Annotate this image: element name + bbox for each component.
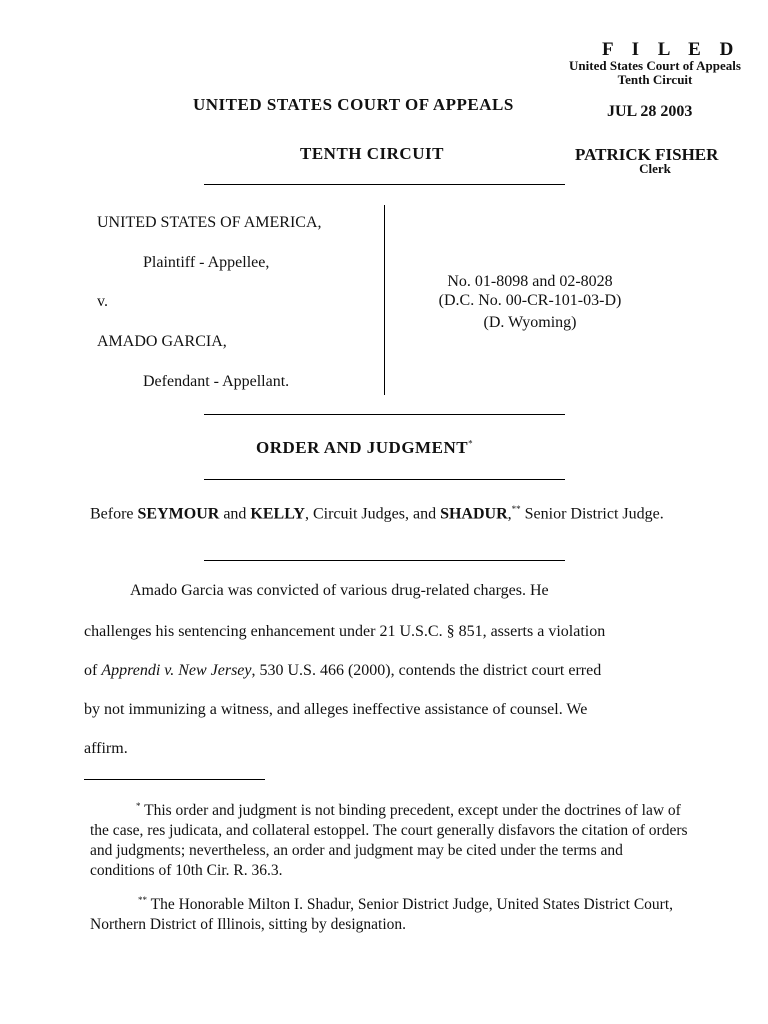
- court-name-heading: UNITED STATES COURT OF APPEALS: [193, 95, 514, 114]
- district-name: (D. Wyoming): [483, 314, 577, 331]
- filed-stamp-court: United States Court of Appeals: [569, 58, 741, 73]
- body-line-5: affirm.: [84, 740, 128, 757]
- filed-stamp-title: F I L E D: [602, 39, 741, 60]
- title-divider: [204, 479, 565, 480]
- defendant-name: AMADO GARCIA,: [97, 333, 227, 350]
- plaintiff-role: Plaintiff - Appellee,: [143, 254, 270, 271]
- clerk-name: PATRICK FISHER: [575, 145, 719, 164]
- case-citation: Apprendi v. New Jersey: [101, 662, 252, 679]
- clerk-title: Clerk: [639, 161, 671, 176]
- body-line-4: by not immunizing a witness, and alleges ineffective assistance of counsel. We: [84, 701, 588, 718]
- order-title: ORDER AND JUDGMENT*: [256, 438, 474, 457]
- body-line-3: of Apprendi v. New Jersey, 530 U.S. 466 (2000), contends the district court erred: [84, 662, 602, 679]
- circuit-name-heading: TENTH CIRCUIT: [300, 144, 444, 163]
- district-court-number: (D.C. No. 00-CR-101-03-D): [438, 292, 622, 309]
- filed-stamp-circuit: Tenth Circuit: [617, 72, 693, 87]
- footnote-separator: [84, 779, 265, 780]
- footnote-1: * This order and judgment is not binding precedent, except under the doctrines of law of the case, res judicata, and collateral estoppel. The court generally disfavors the citation of orders and judgments; nevertheless, an order and judgment may be cited under the terms and conditions of 10th Cir. R. 36.3.: [90, 801, 688, 880]
- versus-label: v.: [97, 293, 108, 310]
- defendant-role: Defendant - Appellant.: [143, 373, 290, 390]
- filed-stamp-date: JUL 28 2003: [607, 103, 693, 120]
- footnote-ref-double-star: **: [511, 504, 521, 514]
- case-number: No. 01-8098 and 02-8028: [447, 273, 613, 290]
- body-line-2: challenges his sentencing enhancement under 21 U.S.C. § 851, asserts a violation: [84, 623, 606, 640]
- plaintiff-name: UNITED STATES OF AMERICA,: [97, 214, 322, 231]
- header-divider: [204, 184, 565, 185]
- footnote-ref-star: *: [468, 438, 474, 449]
- caption-bottom-divider: [204, 414, 565, 415]
- judges-divider: [204, 560, 565, 561]
- caption-divider: [384, 205, 385, 395]
- footnote-2: ** The Honorable Milton I. Shadur, Senior District Judge, United States District Court, Northern District of Illinois, sitting by designation.: [90, 895, 674, 934]
- body-line-1: Amado Garcia was convicted of various drug-related charges. He: [130, 582, 549, 599]
- panel-judges: Before SEYMOUR and KELLY, Circuit Judges, and SHADUR,** Senior District Judge.: [90, 504, 664, 523]
